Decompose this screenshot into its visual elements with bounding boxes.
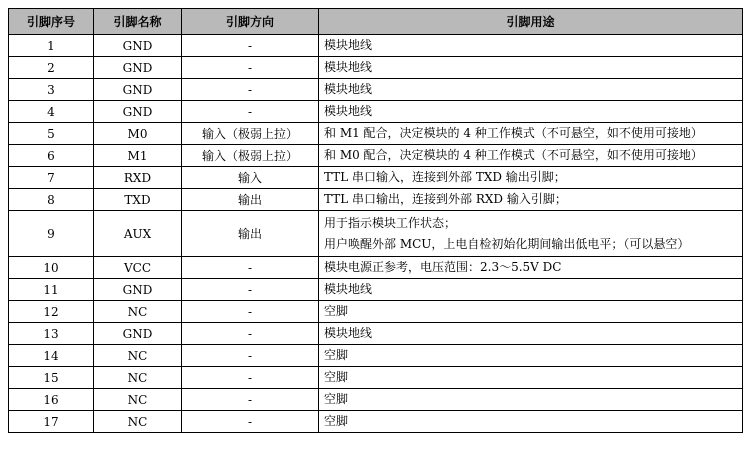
pin-usage-line: 空脚 [324, 392, 349, 406]
pin-direction-cell: 输入（极弱上拉） [182, 123, 319, 145]
pin-usage-line: 和 M0 配合，决定模块的 4 种工作模式（不可悬空，如不使用可接地） [324, 148, 703, 162]
pin-usage-cell [319, 257, 743, 279]
pin-name-cell: M0 [94, 123, 182, 145]
pin-usage-cell [319, 279, 743, 301]
pin-usage-line: TTL 串口输入，连接到外部 TXD 输出引脚； [324, 170, 566, 184]
pin-name-cell: AUX [94, 211, 182, 257]
table-header [9, 9, 743, 35]
pin-name-cell: NC [94, 367, 182, 389]
pin-usage-line: 模块地线 [324, 282, 373, 296]
pin-direction-cell: - [182, 323, 319, 345]
pin-usage-line: 模块地线 [324, 60, 373, 74]
header-pin-usage: 引脚用途 [319, 9, 743, 35]
pin-number-cell: 10 [9, 257, 94, 279]
pin-number-cell: 12 [9, 301, 94, 323]
pin-usage-cell [319, 57, 743, 79]
header-pin-direction: 引脚方向 [182, 9, 319, 35]
table-row [9, 211, 743, 257]
pin-direction-cell: 输出 [182, 211, 319, 257]
pin-direction-cell: - [182, 367, 319, 389]
pin-number-cell: 4 [9, 101, 94, 123]
pin-direction-cell: - [182, 57, 319, 79]
pin-name-cell: NC [94, 301, 182, 323]
pin-name-cell: M1 [94, 145, 182, 167]
table-row [9, 35, 743, 57]
pin-direction-cell: - [182, 345, 319, 367]
pin-direction-cell: 输入 [182, 167, 319, 189]
pin-usage-line: 空脚 [324, 304, 349, 318]
table-row [9, 145, 743, 167]
pin-direction-cell: - [182, 101, 319, 123]
table-body [9, 35, 743, 433]
table-row [9, 367, 743, 389]
pin-number-cell: 5 [9, 123, 94, 145]
pin-number-cell: 2 [9, 57, 94, 79]
pin-usage-cell [319, 301, 743, 323]
pin-usage-line: 用户唤醒外部 MCU，上电自检初始化期间输出低电平；（可以悬空） [324, 236, 690, 251]
table-row [9, 279, 743, 301]
table-row [9, 57, 743, 79]
pin-usage-cell [319, 345, 743, 367]
pin-name-cell: NC [94, 411, 182, 433]
header-pin-number: 引脚序号 [9, 9, 94, 35]
pin-direction-cell: - [182, 257, 319, 279]
pin-usage-line: 模块地线 [324, 104, 373, 118]
pin-usage-cell [319, 211, 743, 257]
table-row [9, 389, 743, 411]
pin-direction-cell: - [182, 411, 319, 433]
pin-usage-line: 空脚 [324, 370, 349, 384]
pin-usage-cell [319, 101, 743, 123]
pin-definition-table [8, 8, 743, 433]
pin-name-cell: GND [94, 279, 182, 301]
pin-number-cell: 15 [9, 367, 94, 389]
pin-number-cell: 13 [9, 323, 94, 345]
pin-usage-line: 用于指示模块工作状态； [324, 215, 457, 230]
pin-number-cell: 17 [9, 411, 94, 433]
pin-direction-cell: 输出 [182, 189, 319, 211]
pin-usage-cell [319, 323, 743, 345]
pin-usage-cell [319, 145, 743, 167]
pin-number-cell: 11 [9, 279, 94, 301]
pin-usage-line: 模块地线 [324, 38, 373, 52]
table-row [9, 189, 743, 211]
pin-name-cell: VCC [94, 257, 182, 279]
pin-usage-cell [319, 167, 743, 189]
pin-number-cell: 6 [9, 145, 94, 167]
pin-name-cell: NC [94, 345, 182, 367]
pin-name-cell: TXD [94, 189, 182, 211]
pin-usage-line: 空脚 [324, 348, 349, 362]
pin-number-cell: 16 [9, 389, 94, 411]
pin-name-cell: GND [94, 101, 182, 123]
table-row [9, 301, 743, 323]
pin-number-cell: 14 [9, 345, 94, 367]
pin-number-cell: 3 [9, 79, 94, 101]
pin-direction-cell: - [182, 35, 319, 57]
pin-usage-line: TTL 串口输出，连接到外部 RXD 输入引脚； [324, 192, 567, 206]
table-row [9, 323, 743, 345]
table-row [9, 101, 743, 123]
pin-usage-cell [319, 123, 743, 145]
pin-direction-cell: - [182, 301, 319, 323]
table-row [9, 345, 743, 367]
pin-usage-cell [319, 367, 743, 389]
pin-name-cell: GND [94, 35, 182, 57]
pin-name-cell: GND [94, 323, 182, 345]
pin-direction-cell: - [182, 389, 319, 411]
pin-usage-line: 模块地线 [324, 326, 373, 340]
pin-usage-cell [319, 389, 743, 411]
header-pin-name: 引脚名称 [94, 9, 182, 35]
pin-name-cell: RXD [94, 167, 182, 189]
pin-usage-cell [319, 411, 743, 433]
pin-name-cell: NC [94, 389, 182, 411]
table-row [9, 257, 743, 279]
table-row [9, 123, 743, 145]
pin-usage-cell [319, 35, 743, 57]
pin-name-cell: GND [94, 57, 182, 79]
pin-direction-cell: - [182, 79, 319, 101]
pin-number-cell: 9 [9, 211, 94, 257]
pin-usage-cell [319, 189, 743, 211]
table-row [9, 79, 743, 101]
pin-direction-cell: 输入（极弱上拉） [182, 145, 319, 167]
pin-number-cell: 7 [9, 167, 94, 189]
pin-usage-cell [319, 79, 743, 101]
table-row [9, 411, 743, 433]
header-row [9, 9, 743, 35]
pin-direction-cell: - [182, 279, 319, 301]
pin-name-cell: GND [94, 79, 182, 101]
pin-usage-line: 模块电源正参考，电压范围：2.3～5.5V DC [324, 260, 562, 274]
pin-number-cell: 1 [9, 35, 94, 57]
pin-usage-line: 和 M1 配合，决定模块的 4 种工作模式（不可悬空，如不使用可接地） [324, 126, 703, 140]
pin-usage-line: 模块地线 [324, 82, 373, 96]
table-row [9, 167, 743, 189]
pin-usage-line: 空脚 [324, 414, 349, 428]
pin-number-cell: 8 [9, 189, 94, 211]
